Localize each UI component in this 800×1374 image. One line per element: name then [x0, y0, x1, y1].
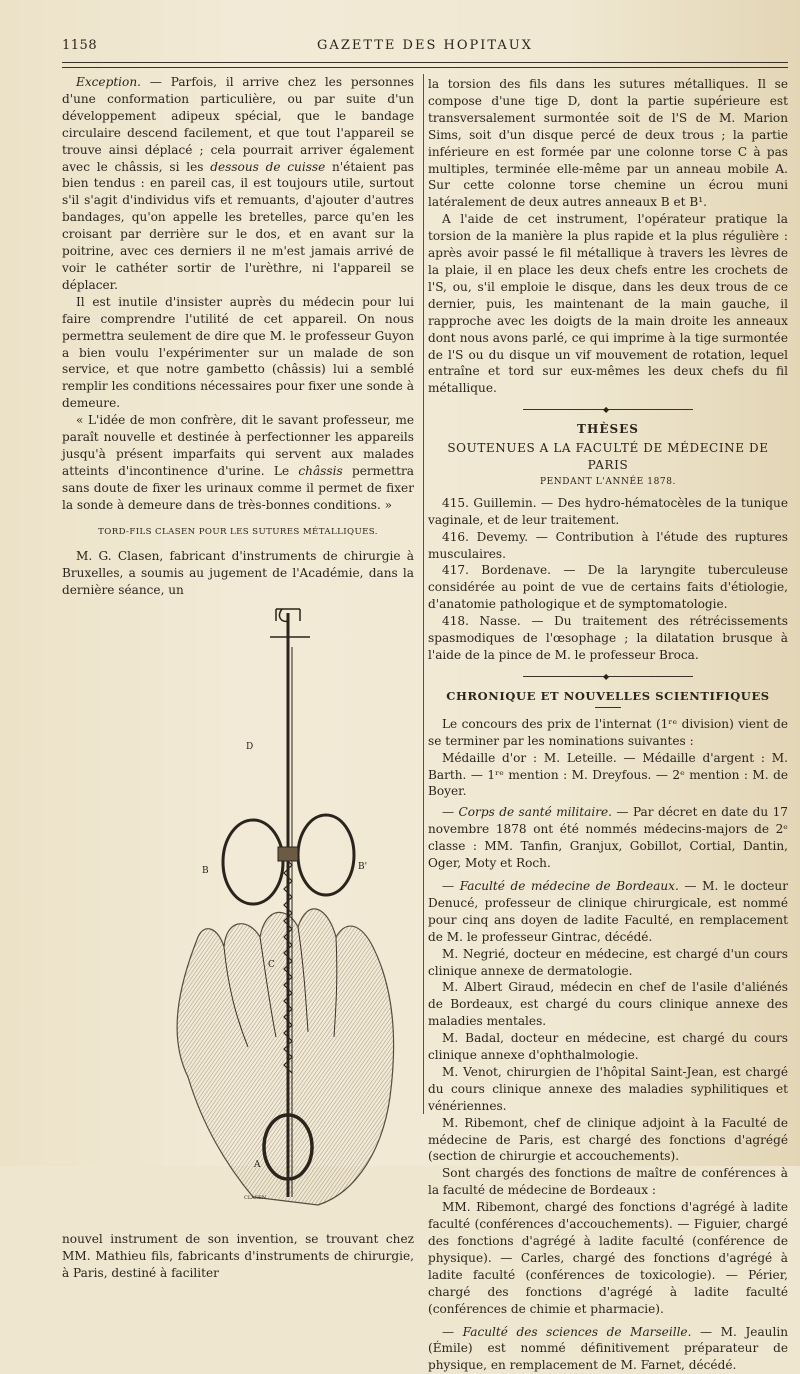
title-rule: [595, 707, 621, 708]
news-item-military: [428, 804, 788, 872]
engraver-signature: CLASEN: [244, 1195, 267, 1202]
news-item: Sont chargés des fonctions de maître de conférences à la faculté de médecine de Bordeaux :: [428, 1166, 788, 1198]
thesis-item: 415. Guillemin. — Des hydro-hématocèles de la tunique vaginale, et de leur traitement.: [428, 495, 788, 527]
news-item: Médaille d'or : M. Leteille. — Médaille d'argent : M. Barth. — 1ʳᵉ mention : M. Dreyfous. — 2ᵉ mention : M. de Boyer.: [428, 750, 788, 799]
thesis-item: 418. Nasse. — Du traitement des rétrécissements spasmodiques de l'œsophage ; la dilatation brusque à l'aide de la pince de M. le professeur Broca.: [428, 614, 788, 662]
news-item: M. Ribemont, chef de clinique adjoint à la Faculté de médecine de Paris, est chargé des fonctions d'agrégé (section de chirurgie et accouchements).: [428, 1115, 788, 1164]
column-separator: [423, 74, 424, 1114]
thesis-item: 417. Bordenave. — De la laryngite tuberculeuse considérée au point de vue de certains faits d'étiologie, d'anatomie pathologique et de symptomatologie.: [428, 563, 788, 612]
paragraph-label: Exception.: [76, 75, 141, 89]
news-item: M. Negrié, docteur en médecine, est chargé d'un cours clinique annexe de dermatologie.: [428, 946, 788, 978]
news-text: — M. le docteur Denucé, professeur de clinique chirurgicale, est nommé pour cinq ans doyen de ladite Faculté, en remplacement de M. le professeur Gintrac, décédé.: [428, 878, 788, 944]
italic-term: châssis: [298, 463, 343, 478]
ornamental-separator: ◆: [523, 672, 693, 682]
theses-subtitle: SOUTENUES A LA FACULTÉ DE MÉDECINE DE PARIS: [447, 441, 769, 473]
ring-b: [223, 820, 283, 904]
news-label: — Faculté des sciences de Marseille.: [442, 1324, 692, 1339]
paragraph-continuation: nouvel instrument de son invention, se trouvant chez MM. Mathieu fils, fabricants d'instruments de chirurgie, à Paris, destiné à faciliter: [62, 1232, 414, 1280]
chronique-title: CHRONIQUE ET NOUVELLES SCIENTIFIQUES: [446, 688, 770, 703]
paragraph-operator: A l'aide de cet instrument, l'opérateur pratique la torsion de la manière la plus rapide et la plus régulière : après avoir passé le fil métallique à travers les lèvres de la plaie, il en place les deux chefs entre les crochets de l'S, ou, s'il emploie le disque, dans les deux trous de ce dernier, puis, les maintenant de la main gauche, il rapproche avec les doigts de la main droite les anneaux dont nous avons parlé, ce qui imprime à la tige surmontée de l'S ou du disque un vif mouvement de rotation, lequel entraîne et tord sur eux-mêmes les deux chefs du fil métallique.: [428, 212, 788, 396]
italic-term: dessous de cuisse: [210, 159, 326, 174]
section-title-tord-fils: TORD-FILS CLASEN POUR LES SUTURES MÉTALLIQUES.: [98, 526, 378, 537]
label-c: C: [268, 960, 275, 971]
news-item: MM. Ribemont, chargé des fonctions d'agrégé à ladite faculté (conférences d'accouchements). — Figuier, chargé des fonctions d'agrégé à ladite faculté (conférence de physique). — Carles, chargé des fonctions d'agrégé à ladite faculté (conférences de toxicologie). — Périer, chargé des fonctions d'agrégé à ladite faculté (conférences de chimie et pharmacie).: [428, 1200, 788, 1316]
paragraph-clasen: M. G. Clasen, fabricant d'instruments de chirurgie à Bruxelles, a soumis au jugement de l'Académie, dans la dernière séance, un: [62, 549, 414, 598]
page-header: [62, 36, 788, 58]
news-item: Le concours des prix de l'internat (1ʳᵉ division) vient de se terminer par les nominations suivantes :: [428, 716, 788, 748]
paragraph-exception: [62, 74, 414, 294]
paragraph-text: n'étaient pas bien tendus : en pareil cas, il est toujours utile, surtout s'il s'agit d'individus vifs et remuants, d'ajouter d'autres bandages, qu'on appelle les bretelles, parce qu'en les croisant par derrière sur le dos, et en avant sur la poitrine, avec ces derniers il ne m'est jamais arrivé de voir le cathéter sortir de l'urèthre, ni l'appareil se déplacer.: [62, 159, 414, 292]
paragraph-torsion: la torsion des fils dans les sutures métalliques. Il se compose d'une tige D, dont la partie supérieure est transversalement surmontée soit de l'S de M. Marion Sims, soit d'un disque percé de deux trous ; la partie inférieure en est formée par une colonne torse C à pas multiples, terminée elle-même par un anneau mobile A. Sur cette colonne torse chemine un écrou muni latéralement de deux autres anneaux B et B¹.: [428, 77, 788, 210]
paragraph-guyon: Il est inutile d'insister auprès du médecin pour lui faire comprendre l'utilité de cet appareil. On nous permettra seulement de dire que M. le professeur Guyon a bien voulu l'expérimenter sur un malade de son service, et que notre gambetto (châssis) lui a semblé remplir les conditions nécessaires pour fixer une sonde à demeure.: [62, 294, 414, 411]
news-item-marseille: [428, 1324, 788, 1374]
theses-title: THÈSES: [577, 422, 639, 437]
hand-illustration: [177, 909, 394, 1205]
news-label: — Corps de santé militaire.: [442, 805, 612, 820]
news-item: M. Venot, chirurgien de l'hôpital Saint-Jean, est chargé du cours clinique annexe des maladies syphilitiques et vénériennes.: [428, 1064, 788, 1113]
paragraph-text: — Parfois, il arrive chez les personnes d'une conformation particulière, ou par suite d'un développement adipeux spécial, que le bandage circulaire descend facilement, et que tout l'appareil se trouve ainsi déplacé ; cela pourrait arriver également avec le châssis, si les: [62, 75, 414, 174]
page-number: 1158: [62, 38, 98, 53]
paragraph-text: « L'idée de mon confrère, dit le savant professeur, me paraît nouvelle et destinée à perfectionner les appareils jusqu'à présent imparfaits qui servent aux malades atteints d'incontinence d'urine. Le: [62, 413, 414, 478]
news-text: — Par décret en date du 17 novembre 1878 ont été nommés médecins-majors de 2ᵉ classe : MM. Tanfin, Granjux, Gobillot, Cortial, Dantin, Oger, Moty et Roch.: [428, 805, 788, 871]
instrument-engraving: [158, 607, 418, 1227]
news-item: M. Badal, docteur en médecine, est chargé du cours clinique annexe d'ophthalmologie.: [428, 1031, 788, 1063]
header-rule: [62, 62, 788, 68]
news-item: M. Albert Giraud, médecin en chef de l'asile d'aliénés de Bordeaux, est chargé du cours clinique annexe des maladies mentales.: [428, 980, 788, 1029]
left-column: [62, 74, 414, 1282]
right-column: [428, 76, 788, 1374]
label-a: A: [254, 1160, 261, 1171]
label-d: D: [246, 742, 254, 753]
journal-title: GAZETTE DES HOPITAUX: [317, 38, 533, 53]
paragraph-text: permettra sans doute de fixer les urinaux comme il permet de fixer la sonde à demeure dans de très-bonnes conditions. »: [62, 463, 414, 512]
engraving-svg: [158, 607, 418, 1227]
theses-year: PENDANT L'ANNÉE 1878.: [539, 476, 677, 487]
news-item-bordeaux: [428, 878, 788, 946]
paragraph-quote: [62, 412, 414, 513]
ring-b-prime: [298, 815, 354, 895]
thesis-item: 416. Devemy. — Contribution à l'étude des ruptures musculaires.: [428, 529, 788, 561]
news-label: — Faculté de médecine de Bordeaux.: [442, 878, 679, 893]
ornamental-separator: ◆: [523, 405, 693, 415]
label-b-prime: B': [358, 862, 368, 873]
label-b: B: [202, 866, 209, 877]
news-text: — M. Jeaulin (Émile) est nommé définitivement préparateur de physique, en remplacement de M. Farnet, décédé.: [428, 1324, 788, 1373]
